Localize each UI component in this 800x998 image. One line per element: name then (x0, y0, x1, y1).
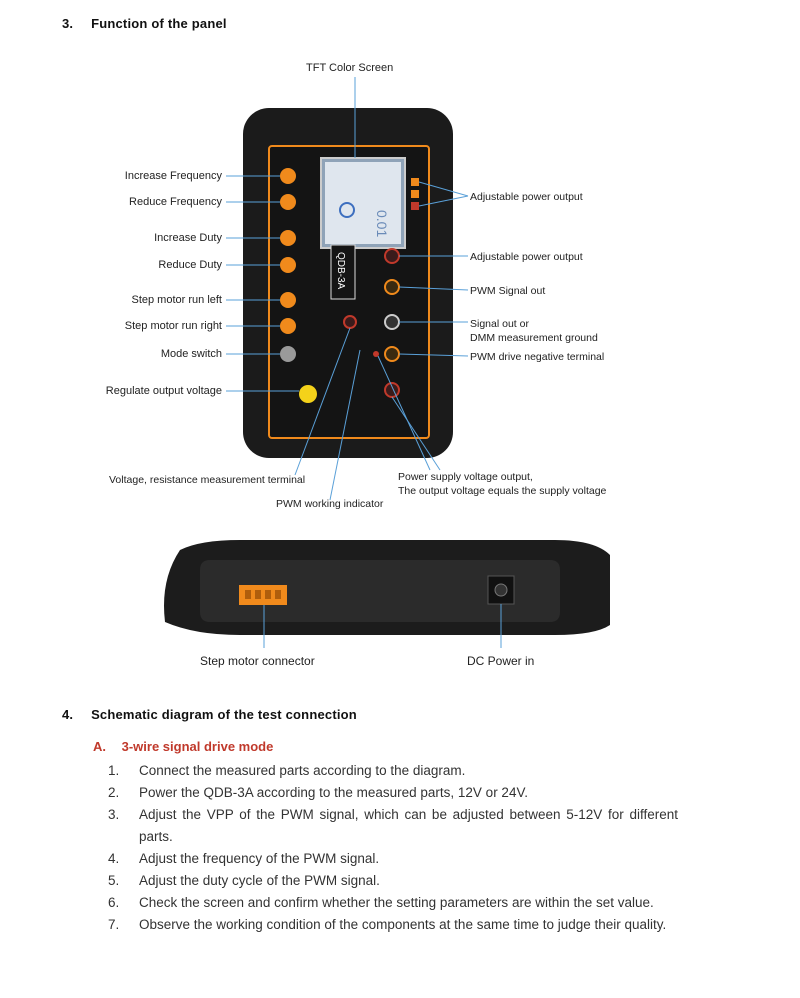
label-power-supply-output: Power supply voltage output, (398, 471, 533, 483)
list-item (108, 782, 678, 804)
side-view-figure (0, 530, 800, 650)
svg-text:0.01: 0.01 (374, 210, 390, 238)
label-reduce-frequency: Reduce Frequency (129, 196, 222, 208)
label-step-motor-left: Step motor run left (131, 294, 222, 306)
label-adjustable-output-1: Adjustable power output (470, 191, 583, 203)
label-output-equals-supply: The output voltage equals the supply voltage (398, 485, 607, 497)
step-number: 4. (108, 851, 120, 866)
panel-figure (0, 50, 800, 520)
step-number: 7. (108, 917, 120, 932)
list-item (108, 892, 678, 914)
section-4-title: Schematic diagram of the test connection (91, 707, 357, 722)
list-item (108, 804, 678, 848)
label-pwm-signal-out: PWM Signal out (470, 285, 546, 297)
label-reduce-duty: Reduce Duty (158, 259, 222, 271)
mode-switch-button (280, 346, 296, 362)
voltage-knob (299, 385, 317, 403)
label-pwm-indicator: PWM working indicator (276, 498, 384, 510)
label-adjustable-output-2: Adjustable power output (470, 251, 583, 263)
label-pwm-negative: PWM drive negative terminal (470, 351, 605, 363)
label-mode-switch: Mode switch (160, 348, 222, 360)
label-regulate-voltage: Regulate output voltage (105, 385, 222, 397)
list-item (108, 760, 678, 782)
mode-a-heading (93, 739, 273, 754)
increase-duty-button (280, 230, 296, 246)
label-step-motor-connector: Step motor connector (200, 654, 315, 668)
tft-label: TFT Color Screen (306, 62, 394, 74)
reduce-frequency-button (280, 194, 296, 210)
step-text: Check the screen and confirm whether the setting parameters are within the set value. (139, 895, 654, 910)
step-right-button (280, 318, 296, 334)
step-number: 5. (108, 873, 120, 888)
list-item (108, 914, 678, 936)
label-dmm-ground: DMM measurement ground (470, 332, 598, 344)
step-number: 1. (108, 763, 120, 778)
section-3-heading (62, 16, 227, 31)
step-text: Observe the working condition of the components at the same time to judge their quality. (139, 917, 667, 932)
step-text: Power the QDB-3A according to the measured parts, 12V or 24V. (139, 785, 528, 800)
section-3-title: Function of the panel (91, 16, 227, 31)
list-item (108, 870, 678, 892)
reduce-duty-button (280, 257, 296, 273)
step-number: 6. (108, 895, 120, 910)
section-4-heading (62, 707, 357, 722)
step-text: Adjust the duty cycle of the PWM signal. (139, 873, 380, 888)
label-increase-duty: Increase Duty (154, 232, 222, 244)
label-signal-out: Signal out or (470, 318, 529, 330)
step-text: Adjust the frequency of the PWM signal. (139, 851, 380, 866)
label-dc-power-in: DC Power in (467, 654, 535, 668)
section-3-number: 3. (62, 16, 74, 31)
step-left-button (280, 292, 296, 308)
label-voltage-resistance: Voltage, resistance measurement terminal (109, 474, 306, 486)
step-text: Connect the measured parts according to the diagram. (139, 763, 466, 778)
increase-frequency-button (280, 168, 296, 184)
mode-a-letter: A. (93, 739, 106, 754)
step-text: Adjust the VPP of the PWM signal, which can be adjusted between 5-12V for different parts. (139, 807, 678, 844)
section-4-number: 4. (62, 707, 74, 722)
model-label: QDB-3A (335, 252, 346, 290)
list-item (108, 848, 678, 870)
label-increase-frequency: Increase Frequency (124, 170, 222, 182)
label-step-motor-right: Step motor run right (124, 320, 222, 332)
steps-list (108, 760, 678, 936)
mode-a-title: 3-wire signal drive mode (121, 739, 274, 754)
step-number: 3. (108, 807, 120, 822)
step-number: 2. (108, 785, 120, 800)
